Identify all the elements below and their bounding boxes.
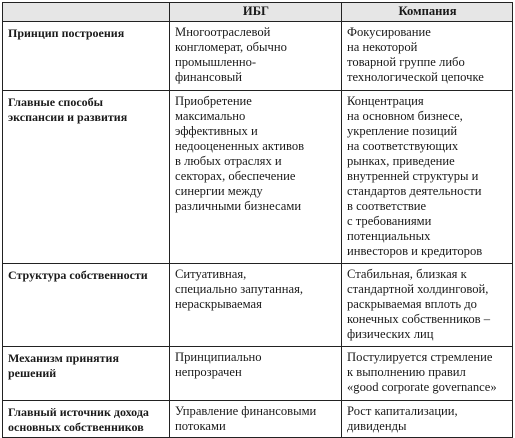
header-criterion xyxy=(3,3,170,22)
ibg-cell: Принципиально непрозрачен xyxy=(170,347,342,401)
table-row xyxy=(3,401,513,438)
row-label: Механизм принятия решений xyxy=(3,347,170,401)
ibg-cell: Приобретение максимально эффективных и недооцененных активов в любых отраслях и секторах, обеспечение синергии между различными бизнесами xyxy=(170,91,342,264)
table-body xyxy=(3,22,513,438)
header-company: Компания xyxy=(342,3,513,22)
table-row xyxy=(3,91,513,264)
table-header xyxy=(3,3,513,22)
row-label: Структура собственности xyxy=(3,264,170,347)
ibg-cell: Управление финансовыми потоками xyxy=(170,401,342,438)
table-row xyxy=(3,264,513,347)
row-label: Главные способы экспансии и развития xyxy=(3,91,170,264)
table-row xyxy=(3,22,513,91)
company-cell: Рост капитализации, дивиденды xyxy=(342,401,513,438)
row-label: Главный источник дохода основных собственников xyxy=(3,401,170,438)
ibg-cell: Ситуативная, специально запутанная, нераскрываемая xyxy=(170,264,342,347)
company-cell: Концентрация на основном бизнесе, укрепление позиций на соответствующих рынках, приведение внутренней структуры и стандартов деятельности в соответствие с требованиями потенциальных инвесторов и кредиторов xyxy=(342,91,513,264)
company-cell: Фокусирование на некоторой товарной группе либо технологической цепочке xyxy=(342,22,513,91)
table-row xyxy=(3,347,513,401)
header-row xyxy=(3,3,513,22)
comparison-table xyxy=(2,2,513,438)
company-cell: Стабильная, близкая к стандартной холдинговой, раскрываемая вплоть до конечных собственников – физических лиц xyxy=(342,264,513,347)
header-ibg: ИБГ xyxy=(170,3,342,22)
row-label: Принцип построения xyxy=(3,22,170,91)
ibg-cell: Многоотраслевой конгломерат, обычно промышленно- финансовый xyxy=(170,22,342,91)
company-cell: Постулируется стремление к выполнению правил «good corporate governance» xyxy=(342,347,513,401)
